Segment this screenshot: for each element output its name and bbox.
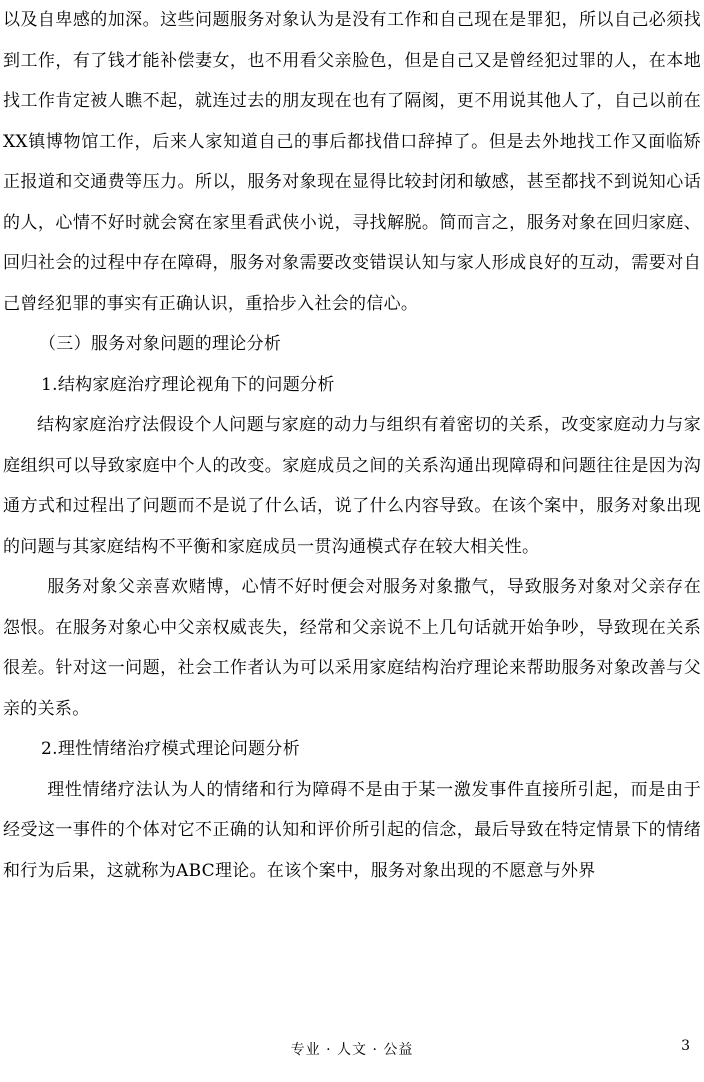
paragraph-continued: 以及自卑感的加深。这些问题服务对象认为是没有工作和自己现在是罪犯，所以自己必须找到工作，有了钱才能补偿妻女，也不用看父亲脸色，但是自己又是曾经犯过罪的人，在本地找工作肯定被人瞧不起，就连过去的朋友现在也有了隔阂，更不用说其他人了，自己以前在XX镇博物馆工作，后来人家知道自己的事后都找借口辞掉了。但是去外地找工作又面临矫正报道和交通费等压力。所以，服务对象现在显得比较封闭和敏感，甚至都找不到说知心话的人，心情不好时就会窝在家里看武侠小说，寻找解脱。简而言之，服务对象在回归家庭、回归社会的过程中存在障碍，服务对象需要改变错误认知与家人形成良好的互动，需要对自己曾经犯罪的事实有正确认识，重拾步入社会的信心。 — [3, 10, 701, 314]
page-footer — [0, 1038, 704, 1062]
paragraph-father-relationship: 服务对象父亲喜欢赌博，心情不好时便会对服务对象撒气，导致服务对象对父亲存在怨恨。在服务对象心中父亲权威丧失，经常和父亲说不上几句话就开始争吵，导致现在关系很差。针对这一问题，社会工作者认为可以采用家庭结构治疗理论来帮助服务对象改善与父亲的关系。 — [3, 577, 701, 719]
paragraph-structural-family-therapy: 结构家庭治疗法假设个人问题与家庭的动力与组织有着密切的关系，改变家庭动力与家庭组织可以导致家庭中个人的改变。家庭成员之间的关系沟通出现障碍和问题往往是因为沟通方式和过程出了问题而不是说了什么话，说了什么内容导致。在该个案中，服务对象出现的问题与其家庭结构不平衡和家庭成员一贯沟通模式存在较大相关性。 — [3, 415, 701, 557]
subsection-heading-2: 2.理性情绪治疗模式理论问题分析 — [41, 739, 301, 759]
document-body — [3, 0, 701, 891]
subsection-heading-1: 1.结构家庭治疗理论视角下的问题分析 — [41, 374, 335, 395]
page-number: 3 — [681, 1038, 690, 1054]
footer-slogan: 专业 · 人文 · 公益 — [290, 1042, 414, 1058]
section-heading: （三）服务对象问题的理论分析 — [39, 334, 282, 354]
paragraph-rational-emotive-therapy: 理性情绪疗法认为人的情绪和行为障碍不是由于某一激发事件直接所引起，而是由于经受这一事件的个体对它不正确的认知和评价所引起的信念，最后导致在特定情景下的情绪和行为后果，这就称为ABC理论。在该个案中，服务对象出现的不愿意与外界 — [3, 779, 701, 881]
